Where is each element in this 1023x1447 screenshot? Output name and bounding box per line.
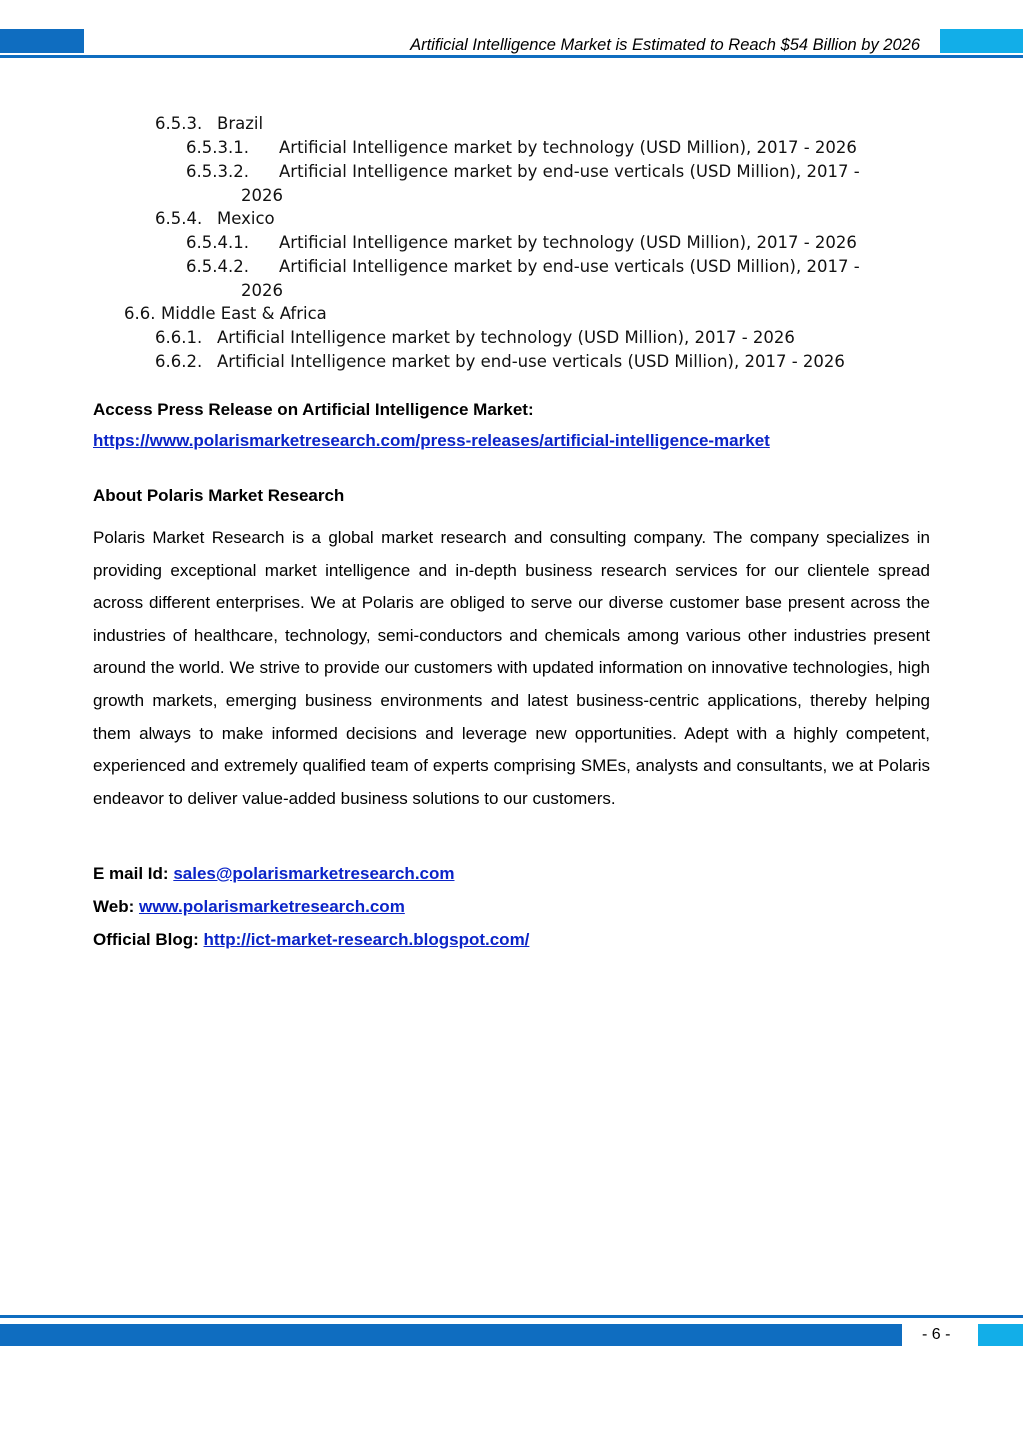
header-title: Artificial Intelligence Market is Estimated to Reach $54 Billion by 2026 xyxy=(410,36,920,54)
web-line xyxy=(93,897,405,917)
toc-number: 6.6. xyxy=(124,304,156,323)
blog-label: Official Blog: xyxy=(93,930,199,949)
press-release-link[interactable]: https://www.polarismarketresearch.com/press-releases/artificial-intelligence-market xyxy=(93,431,770,450)
toc-continuation: 2026 xyxy=(241,281,283,300)
web-link[interactable]: www.polarismarketresearch.com xyxy=(138,897,405,916)
email-link[interactable]: sales@polarismarketresearch.com xyxy=(173,864,455,883)
press-release-heading: Access Press Release on Artificial Intelligence Market: xyxy=(93,400,534,419)
header-left-bar xyxy=(0,29,84,53)
toc-text: Artificial Intelligence market by technology (USD Million), 2017 - 2026 xyxy=(279,233,857,252)
header-right-bar xyxy=(940,29,1023,53)
press-release-link-line xyxy=(93,431,770,451)
toc-text: Artificial Intelligence market by technology (USD Million), 2017 - 2026 xyxy=(217,328,795,347)
page-number: - 6 - xyxy=(922,1326,951,1343)
header-rule xyxy=(0,55,1023,58)
toc-text: Mexico xyxy=(217,209,275,228)
footer-rule xyxy=(0,1315,1023,1318)
email-line xyxy=(93,864,455,884)
blog-link[interactable]: http://ict-market-research.blogspot.com/ xyxy=(203,930,530,949)
toc-continuation: 2026 xyxy=(241,186,283,205)
toc-number: 6.6.1. xyxy=(155,328,203,347)
toc-number: 6.5.3. xyxy=(155,114,203,133)
about-heading: About Polaris Market Research xyxy=(93,486,345,505)
toc-text: Artificial Intelligence market by end-use verticals (USD Million), 2017 - xyxy=(279,162,860,181)
footer-bar xyxy=(0,1324,902,1346)
toc-text: Artificial Intelligence market by technology (USD Million), 2017 - 2026 xyxy=(279,138,857,157)
toc-text: Brazil xyxy=(217,114,264,133)
web-label: Web: xyxy=(93,897,135,916)
toc-number: 6.5.4.2. xyxy=(186,257,249,276)
about-paragraph: Polaris Market Research is a global market research and consulting company. The company specializes in providing exceptional market intelligence and in-depth business research services for our clientele spread across different enterprises. We at Polaris are obliged to serve our diverse customer base present across the industries of healthcare, technology, semi-conductors and chemicals among various other industries present around the world. We strive to provide our customers with updated information on innovative technologies, high growth markets, emerging business environments and latest business-centric applications, thereby helping them always to make informed decisions and leverage new opportunities. Adept with a highly competent, experienced and extremely qualified team of experts comprising SMEs, analysts and consultants, we at Polaris endeavor to deliver value-added business solutions to our customers. xyxy=(93,528,930,808)
toc-number: 6.5.4.1. xyxy=(186,233,249,252)
email-label: E mail Id: xyxy=(93,864,169,883)
blog-line xyxy=(93,930,529,950)
toc-number: 6.5.3.2. xyxy=(186,162,249,181)
toc-text: Artificial Intelligence market by end-use verticals (USD Million), 2017 - xyxy=(279,257,860,276)
toc-text: Artificial Intelligence market by end-use verticals (USD Million), 2017 - 2026 xyxy=(217,352,845,371)
toc-number: 6.5.4. xyxy=(155,209,203,228)
footer-right-bar xyxy=(978,1324,1023,1346)
toc-text: Middle East & Africa xyxy=(161,304,327,323)
toc-number: 6.5.3.1. xyxy=(186,138,249,157)
toc-number: 6.6.2. xyxy=(155,352,203,371)
